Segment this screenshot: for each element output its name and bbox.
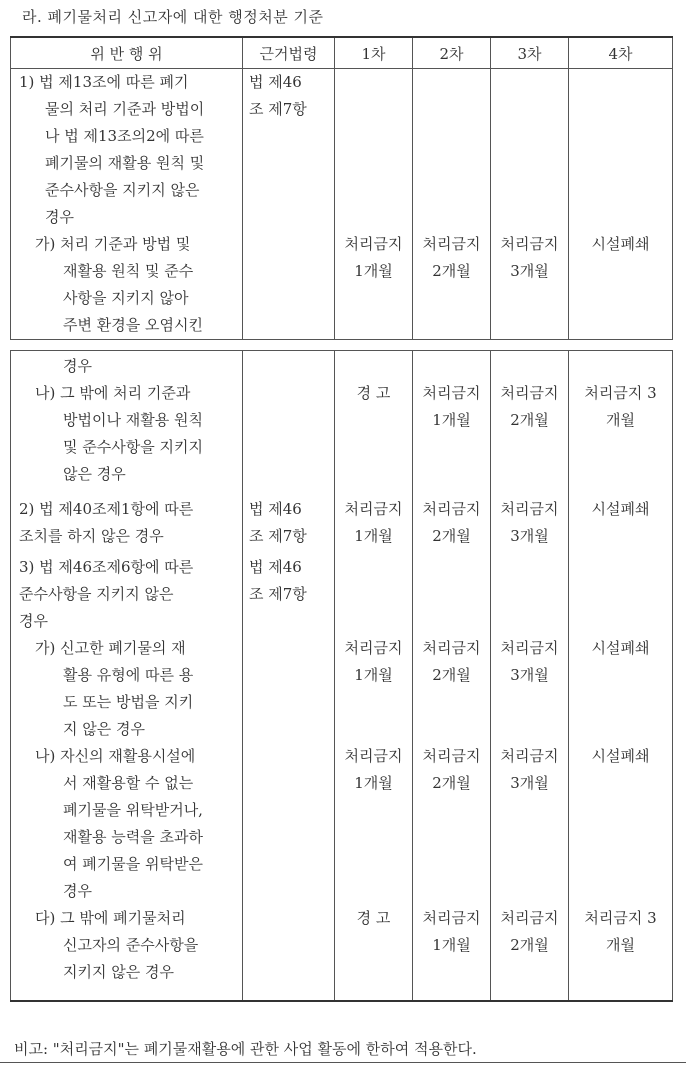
penalty-4th: 처리금지 3 개월 시설폐쇄 시설폐쇄 시설폐쇄 처리금지 3 개월 — [569, 351, 673, 1002]
penalty-1st: 처리금지 1개월 — [335, 69, 413, 340]
header-1st: 1차 — [335, 37, 413, 69]
header-4th: 4차 — [569, 37, 673, 69]
table-header-row — [11, 37, 673, 69]
disposition-table-part1 — [10, 36, 673, 340]
law-cell: 법 제46 조 제7항 법 제46 조 제7항 — [243, 351, 335, 1002]
penalty-4th: 시설폐쇄 — [569, 69, 673, 340]
penalty-2nd: 처리금지 2개월 — [413, 69, 491, 340]
header-law: 근거법령 — [243, 37, 335, 69]
table-row — [11, 69, 673, 340]
violation-cell: 1) 법 제13조에 따른 폐기 물의 처리 기준과 방법이 나 법 제13조의2에 따른 폐기물의 재활용 원칙 및 준수사항을 지키지 않은 경우 가) 처리 기준과 방법 및 재활용 원칙 및 준수 사항을 지키지 않아 주변 환경을 오염시킨 — [11, 69, 243, 340]
disposition-table-part2 — [10, 350, 673, 1002]
penalty-3rd: 처리금지 2개월 처리금지 3개월 처리금지 3개월 처리금지 3개월 처리금지 2개월 — [491, 351, 569, 1002]
penalty-3rd: 처리금지 3개월 — [491, 69, 569, 340]
header-2nd: 2차 — [413, 37, 491, 69]
violation-cell: 경우 나) 그 밖에 처리 기준과 방법이나 재활용 원칙 및 준수사항을 지키지 않은 경우 2) 법 제40조제1항에 따른 조치를 하지 않은 경우 3) 법 제46조제6항에 따른 준수사항을 지키지 않은 경우 가) 신고한 폐기물의 재 활용 유형에 따른 용 도 또는 방법을 지키 지 않은 경우 나) 자신의 재활용시설에 서 재활용할 수 없는 폐기물을 위탁받거나, 재활용 능력을 초과하 여 폐기물을 위탁받은 경우 다) 그 밖에 폐기물처리 신고자의 준수사항을 지키지 않은 경우 — [11, 351, 243, 1002]
bottom-divider — [0, 1062, 686, 1063]
table-row — [11, 351, 673, 1002]
header-violation: 위 반 행 위 — [11, 37, 243, 69]
header-3rd: 3차 — [491, 37, 569, 69]
penalty-1st: 경 고 처리금지 1개월 처리금지 1개월 처리금지 1개월 경 고 — [335, 351, 413, 1002]
section-title: 라. 폐기물처리 신고자에 대한 행정처분 기준 — [22, 8, 324, 26]
remark-note: 비고: "처리금지"는 폐기물재활용에 관한 사업 활동에 한하여 적용한다. — [14, 1040, 477, 1058]
law-cell: 법 제46 조 제7항 — [243, 69, 335, 340]
penalty-2nd: 처리금지 1개월 처리금지 2개월 처리금지 2개월 처리금지 2개월 처리금지 1개월 — [413, 351, 491, 1002]
